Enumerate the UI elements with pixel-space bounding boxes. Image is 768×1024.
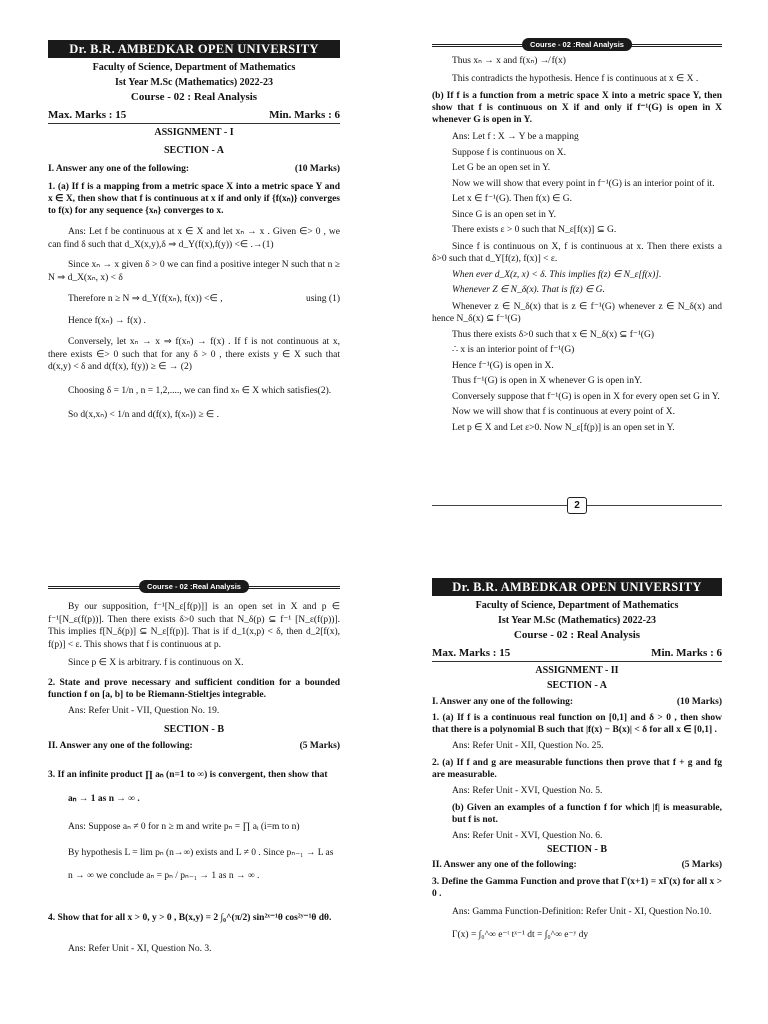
instruction-text: II. Answer any one of the following: <box>432 860 577 870</box>
answer-line <box>48 293 340 306</box>
body-line: Since f is continuous on X, f is continuous at x. Then there exists a δ>0 such that d_Y[f(z), f(x)] < ε. <box>432 241 722 264</box>
answer-reference: Ans: Refer Unit - XI, Question No. 3. <box>68 944 212 954</box>
answer-text: Ans: Let f be continuous at x ∈ X and let xₙ → x . Given ∈> 0 , we can find δ such that d_X(x,y),δ ⇒ d_Y(f(x),f(y)) <∈ .→(1) <box>48 227 340 250</box>
answer-text: n → ∞ we conclude aₙ = pₙ / pₙ₋₁ → 1 as n → ∞ . <box>68 870 260 881</box>
body-line: Let p ∈ X and Let ε>0. Now N_ε[f(p)] is an open set in Y. <box>452 422 675 433</box>
course-heading: Course - 02 : Real Analysis <box>513 629 641 641</box>
body-line: There exists ε > 0 such that N_ε[f(x)] ⊆ G. <box>452 225 617 235</box>
answer-reference: Ans: Refer Unit - XVI, Question No. 5. <box>452 786 603 796</box>
instruction-marks: (5 Marks) <box>299 740 340 751</box>
year-heading: Ist Year M.Sc (Mathematics) 2022-23 <box>114 77 274 88</box>
formula-line: Γ(x) = ∫₀^∞ e⁻ᵗ tˣ⁻¹ dt = ∫₀^∞ e⁻ʸ dy <box>452 929 589 940</box>
body-line: Whenever Z ∈ N_δ(x). That is f(z) ∈ G. <box>452 285 605 295</box>
min-marks: Min. Marks : 6 <box>269 109 340 121</box>
body-line: Hence f⁻¹(G) is open in X. <box>452 360 554 371</box>
max-marks: Max. Marks : 15 <box>432 647 511 659</box>
course-header-bar <box>432 38 722 51</box>
instruction-marks: (10 Marks) <box>294 164 340 174</box>
body-line: Now we will show that every point in f⁻¹(G) is an interior point of it. <box>452 178 715 189</box>
page-number: 2 <box>567 497 587 514</box>
instruction-text: I. Answer any one of the following: <box>48 164 190 174</box>
answer-text: Conversely, let xₙ → x ⇒ f(xₙ) → f(x) . If f is not continuous at x, there exists ∈> 0 such that for any δ > 0 , there exists y ∈ X such that d(x,y) < δ and d(f(x), f(y)) ≥ ∈ → (2) <box>48 337 340 372</box>
instruction-text: I. Answer any one of the following: <box>432 697 574 707</box>
course-pill: Course - 02 :Real Analysis <box>522 38 632 51</box>
body-line: Conversely suppose that f⁻¹(G) is open in X for every open set G in Y. <box>452 391 720 402</box>
page-1 <box>48 40 340 510</box>
year-heading: Ist Year M.Sc (Mathematics) 2022-23 <box>497 615 657 626</box>
assignment-title: ASSIGNMENT - II <box>535 665 619 676</box>
body-paragraph: By our supposition, f⁻¹[N_ε[f(p)]] is an open set in X and p ∈ f⁻¹[N_ε(f(p))]. Then there exists δ>0 such that N_δ(p) ⊆ f⁻¹ [N_ε(f(p))]. This implies f[N_δ(p)] ⊆ N_ε[f(p)]. That is if d_1(x,p) < δ, then d_2[f(x), f(p)] < ε. This shows that f is continuous at p. <box>48 602 340 650</box>
answer-text: By hypothesis L = lim pₙ (n→∞) exists and L ≠ 0 . Since pₙ₋₁ → L as <box>68 848 334 858</box>
instruction-row <box>48 164 340 174</box>
question-3: 3. Define the Gamma Function and prove that Γ(x+1) = xΓ(x) for all x > 0 . <box>432 877 722 899</box>
question-1: 1. (a) If f is a continuous real function on [0,1] and δ > 0 , then show that there is a polynomial B such that |f(x) − B(x)| < δ for all x ∈ [0,1] . <box>432 713 722 735</box>
faculty-heading: Faculty of Science, Department of Mathematics <box>475 600 679 611</box>
page-2 <box>432 38 722 516</box>
instruction-marks: (10 Marks) <box>676 697 722 707</box>
instruction-row <box>432 860 722 870</box>
instruction-marks: (5 Marks) <box>681 860 722 870</box>
question-3: 3. If an infinite product ∏ aₙ (n=1 to ∞) is convergent, then show that <box>48 769 328 780</box>
answer-text: Choosing δ = 1/n , n = 1,2,...., we can find xₙ ∈ X which satisfies(2). <box>68 385 332 396</box>
answer-reference: using (1) <box>305 294 340 304</box>
marks-row <box>432 647 722 662</box>
body-line: Since p ∈ X is arbitrary. f is continuous on X. <box>68 658 244 668</box>
question-1b: (b) If f is a function from a metric space X into a metric space Y, then show that f is continuous on X if and only if f⁻¹(G) is open in X whenever G is open in Y. <box>432 91 722 125</box>
body-line: Let x ∈ f⁻¹(G). Then f(x) ∈ G. <box>452 194 572 204</box>
answer-text: Since xₙ → x given δ > 0 we can find a positive integer N such that n ≥ N ⇒ d_X(xₙ, x) < δ <box>48 260 340 283</box>
answer-text: Therefore n ≥ N ⇒ d_Y(f(xₙ), f(x)) <∈ , <box>68 294 223 304</box>
question-2b: (b) Given an examples of a function f for which |f| is measurable, but f is not. <box>452 803 722 825</box>
page-3 <box>48 580 340 1024</box>
section-title: SECTION - A <box>163 145 224 156</box>
answer-text: So d(x,xₙ) < 1/n and d(f(x), f(xₙ)) ≥ ∈ . <box>68 410 219 420</box>
instruction-row <box>432 697 722 707</box>
university-banner: Dr. B.R. AMBEDKAR OPEN UNIVERSITY <box>48 40 340 58</box>
answer-reference: Ans: Refer Unit - XVI, Question No. 6. <box>452 831 603 841</box>
body-line: Whenever z ∈ N_δ(x) that is z ∈ f⁻¹(G) whenever z ∈ N_δ(x) and hence N_δ(x) ⊆ f⁻¹(G) <box>432 301 722 324</box>
body-line: Suppose f is continuous on X. <box>452 147 566 158</box>
university-banner: Dr. B.R. AMBEDKAR OPEN UNIVERSITY <box>432 578 722 596</box>
max-marks: Max. Marks : 15 <box>48 109 127 121</box>
body-line: Thus f⁻¹(G) is open in X whenever G is open inY. <box>452 376 643 386</box>
course-header-bar <box>48 580 340 593</box>
page-4 <box>432 578 722 1024</box>
question-4: 4. Show that for all x > 0, y > 0 , B(x,y) = 2 ∫₀^(π/2) sin²ˣ⁻¹θ cos²ʸ⁻¹θ dθ. <box>48 913 332 923</box>
body-line: Thus xₙ → x and f(xₙ) ↛ f(x) <box>452 56 566 66</box>
answer-reference: Ans: Refer Unit - XII, Question No. 25. <box>452 741 604 751</box>
section-title: SECTION - A <box>546 680 607 691</box>
faculty-heading: Faculty of Science, Department of Mathematics <box>92 62 296 73</box>
body-line: Now we will show that f is continuous at every point of X. <box>452 407 675 417</box>
question-2: 2. State and prove necessary and sufficient condition for a bounded function f on [a, b] to be Riemann-Stieltjes integrable. <box>48 677 340 700</box>
answer-reference: Ans: Refer Unit - VII, Question No. 19. <box>68 705 220 716</box>
body-line: Let G be an open set in Y. <box>452 163 551 173</box>
course-heading: Course - 02 : Real Analysis <box>130 91 258 103</box>
question-2: 2. (a) If f and g are measurable functions then prove that f + g and fg are measurable. <box>432 758 722 780</box>
course-pill: Course - 02 :Real Analysis <box>139 580 249 593</box>
question-3-cont: aₙ → 1 as n → ∞ . <box>68 793 140 804</box>
body-line: ∴ x is an interior point of f⁻¹(G) <box>452 345 575 355</box>
instruction-row <box>48 741 340 751</box>
min-marks: Min. Marks : 6 <box>651 647 722 659</box>
body-line: Ans: Let f : X → Y be a mapping <box>452 132 579 142</box>
section-title: SECTION - B <box>546 844 607 855</box>
body-line: Since G is an open set in Y. <box>452 209 556 220</box>
instruction-text: II. Answer any one of the following: <box>48 740 193 751</box>
body-line: This contradicts the hypothesis. Hence f is continuous at x ∈ X . <box>452 73 699 84</box>
assignment-title: ASSIGNMENT - I <box>154 127 234 138</box>
marks-row <box>48 109 340 124</box>
answer-text: Ans: Gamma Function-Definition: Refer Unit - XI, Question No.10. <box>452 907 712 917</box>
answer-text: Ans: Suppose aₙ ≠ 0 for n ≥ m and write pₙ = ∏ aᵢ (i=m to n) <box>68 821 300 832</box>
section-title: SECTION - B <box>163 723 224 735</box>
answer-text: Hence f(xₙ) → f(x) . <box>68 315 146 326</box>
question-1: 1. (a) If f is a mapping from a metric space X into a metric space Y and x ∈ X, then show that f is continuous at x if and only if {f(xₙ)} converges to f(x) for any sequence {xₙ} converges to x. <box>48 182 340 216</box>
body-line: When ever d_X(z, x) < δ. This implies f(z) ∈ N_ε[f(x)]. <box>452 269 662 280</box>
body-line: Thus there exists δ>0 such that x ∈ N_δ(x) ⊆ f⁻¹(G) <box>452 329 654 340</box>
